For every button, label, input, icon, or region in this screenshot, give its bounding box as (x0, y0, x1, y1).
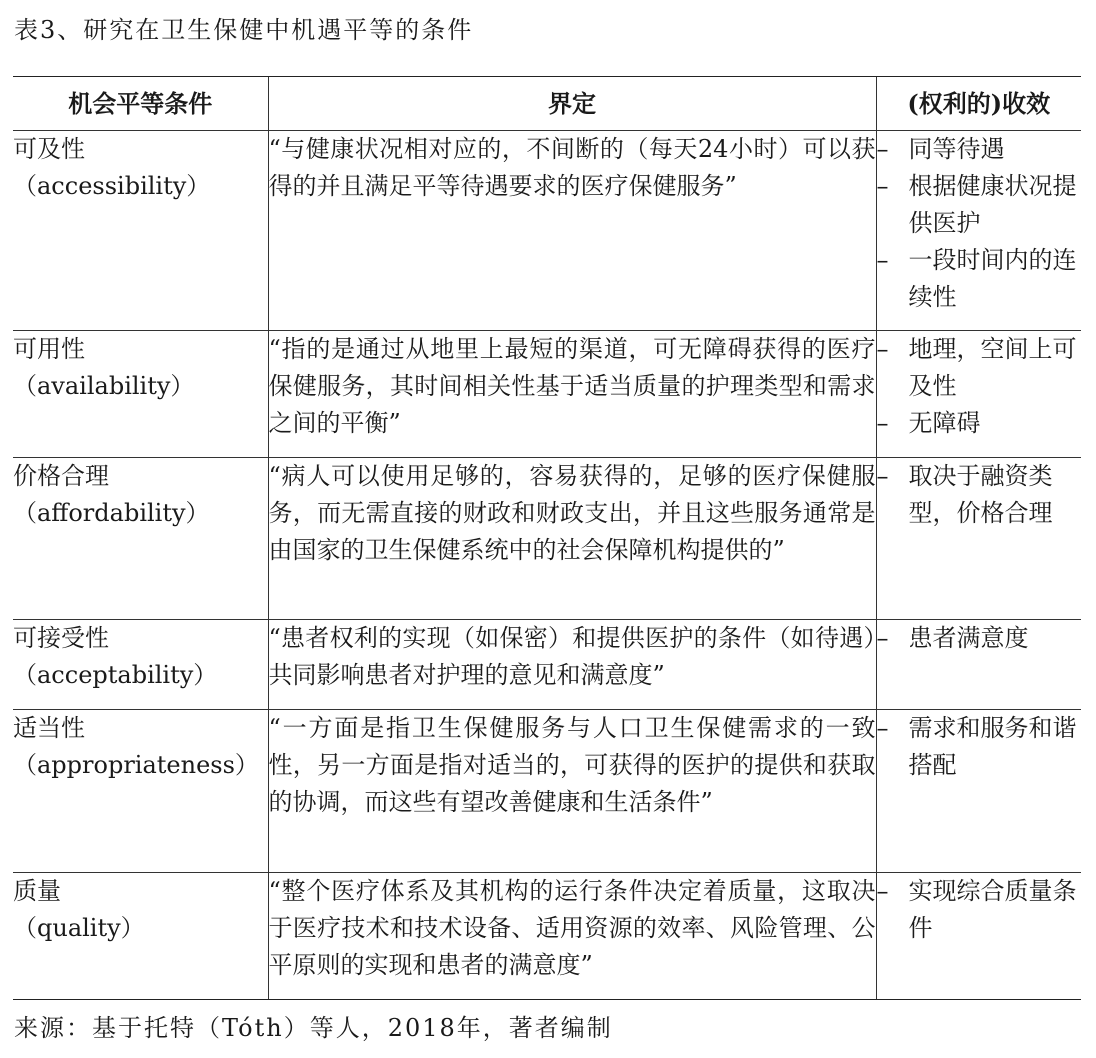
table-row (13, 873, 1081, 1000)
result-list (877, 710, 1082, 784)
condition-name: 可用性 (13, 335, 85, 363)
result-item: – 需求和服务和谐搭配 (877, 710, 1082, 784)
result-item: – 根据健康状况提供医护 (877, 168, 1082, 242)
table-row (13, 458, 1081, 620)
header-result: (权利的)收效 (876, 77, 1081, 131)
result-item: – 一段时间内的连续性 (877, 242, 1082, 316)
result-item: – 同等待遇 (877, 131, 1082, 168)
table-row (13, 620, 1081, 710)
table-row (13, 331, 1081, 458)
table-body (13, 131, 1081, 1000)
condition-cell (13, 331, 268, 458)
condition-cell (13, 620, 268, 710)
table-row (13, 710, 1081, 873)
header-condition: 机会平等条件 (13, 77, 268, 131)
header-definition: 界定 (268, 77, 876, 131)
definition-cell: “病人可以使用足够的，容易获得的，足够的医疗保健服务，而无需直接的财政和财政支出，并且这些服务通常是由国家的卫生保健系统中的社会保障机构提供的” (268, 458, 876, 620)
definition-cell: “指的是通过从地里上最短的渠道，可无障碍获得的医疗保健服务，其时间相关性基于适当质量的护理类型和需求之间的平衡” (268, 331, 876, 458)
condition-cell (13, 710, 268, 873)
result-item: – 地理，空间上可及性 (877, 331, 1082, 405)
condition-english: （affordability） (13, 499, 210, 527)
condition-name: 可及性 (13, 135, 85, 163)
result-cell (876, 458, 1081, 620)
condition-name: 价格合理 (13, 462, 109, 490)
condition-english: （availability） (13, 372, 195, 400)
result-cell (876, 331, 1081, 458)
result-list (877, 131, 1082, 316)
condition-name: 适当性 (13, 714, 85, 742)
condition-english: （quality） (13, 914, 145, 942)
condition-cell (13, 873, 268, 1000)
condition-name: 可接受性 (13, 624, 109, 652)
result-item: – 取决于融资类型，价格合理 (877, 458, 1082, 532)
result-list (877, 458, 1082, 532)
condition-english: （appropriateness） (13, 751, 259, 779)
condition-english: （accessibility） (13, 172, 211, 200)
result-item: – 实现综合质量条件 (877, 873, 1082, 947)
result-list (877, 873, 1082, 947)
definition-cell: “患者权利的实现（如保密）和提供医护的条件（如待遇）共同影响患者对护理的意见和满意度” (268, 620, 876, 710)
result-list (877, 331, 1082, 442)
table-source-note: 来源：基于托特（Tóth）等人，2018年，著者编制 (14, 1014, 613, 1042)
result-cell (876, 710, 1081, 873)
result-item: – 无障碍 (877, 405, 1082, 442)
result-cell (876, 131, 1081, 331)
table-header-row (13, 77, 1081, 131)
result-cell (876, 620, 1081, 710)
condition-english: （acceptability） (13, 661, 218, 689)
definition-cell: “整个医疗体系及其机构的运行条件决定着质量，这取决于医疗技术和技术设备、适用资源的效率、风险管理、公平原则的实现和患者的满意度” (268, 873, 876, 1000)
definition-cell: “与健康状况相对应的，不间断的（每天24小时）可以获得的并且满足平等待遇要求的医疗保健服务” (268, 131, 876, 331)
result-list (877, 620, 1082, 657)
table-caption: 表3、研究在卫生保健中机遇平等的条件 (14, 16, 474, 44)
table-row (13, 131, 1081, 331)
definition-cell: “一方面是指卫生保健服务与人口卫生保健需求的一致性，另一方面是指对适当的，可获得的医护的提供和获取的协调，而这些有望改善健康和生活条件” (268, 710, 876, 873)
condition-cell (13, 131, 268, 331)
result-item: – 患者满意度 (877, 620, 1082, 657)
equal-opportunity-table (13, 76, 1081, 1000)
condition-name: 质量 (13, 877, 61, 905)
result-cell (876, 873, 1081, 1000)
condition-cell (13, 458, 268, 620)
